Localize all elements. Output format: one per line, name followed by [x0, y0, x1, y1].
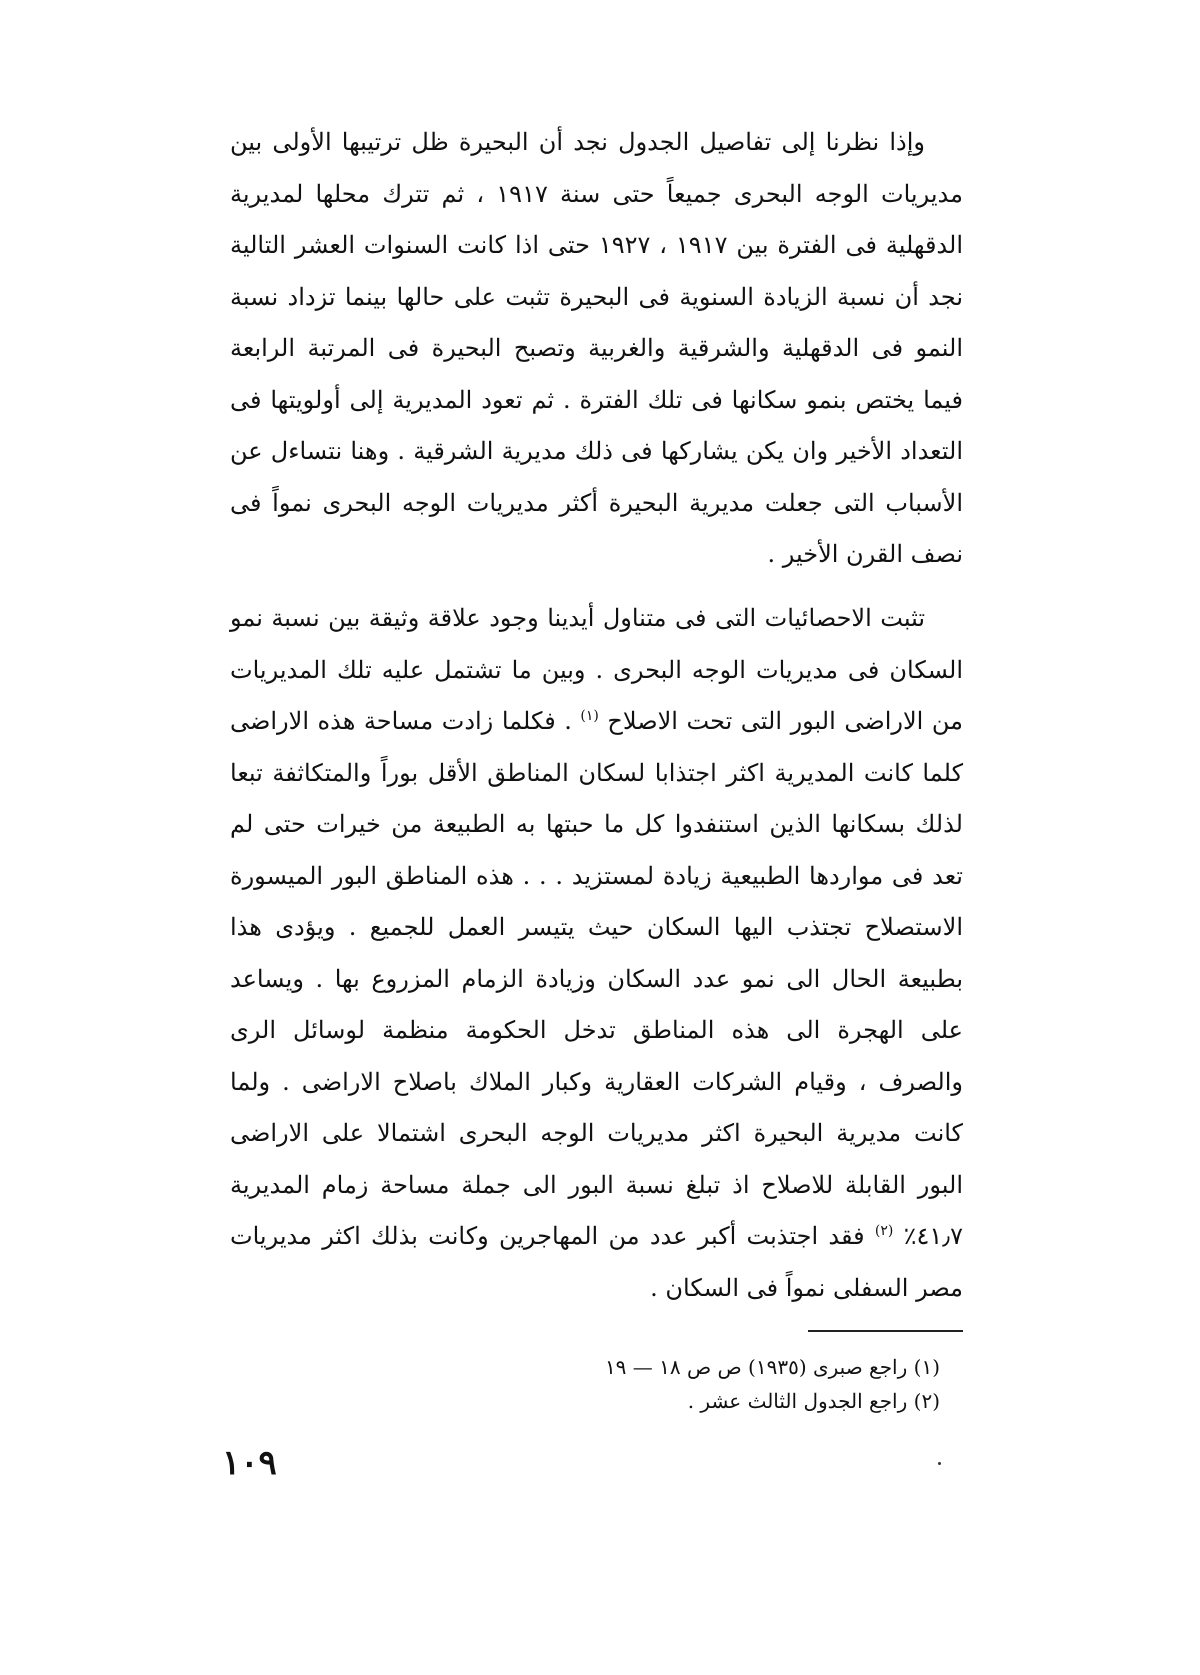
page-number: ١٠٩ — [222, 1443, 277, 1483]
footnote-1: (١) راجع صبرى (١٩٣٥) ص ص ١٨ — ١٩ — [604, 1355, 940, 1379]
paragraph-2-text-middle: . فكلما زادت مساحة هذه الاراضى كلما كانت المديرية اكثر اجتذابا لسكان المناطق الأقل بوراً والمتكاثفة تبعا لذلك بسكانها الذين استنفدوا كل ما حبتها به الطبيعة من خيرات حتى لم تعد فى مواردها الطبيعية زيادة لمستزيد . . . هذه المناطق البور الميسورة الاستصلاح تجتذب اليها السكان حيث يتيسر العمل للجميع . ويؤدى هذا بطبيعة الحال الى نمو عدد السكان وزيادة الزمام المزروع بها . ويساعد على الهجرة الى هذه المناطق تدخل الحكومة منظمة لوسائل الرى والصرف ، وقيام الشركات العقارية وكبار الملاك باصلاح الاراضى . ولما كانت مديرية البحيرة اكثر مديريات الوجه البحرى اشتمالا على الاراضى البور القابلة للاصلاح اذ تبلغ نسبة البور الى جملة مساحة زمام المديرية ٤١٫٧٪ — [230, 707, 964, 1250]
paragraph-2 — [230, 593, 963, 1314]
paragraph-2-text-start: تثبت الاحصائيات التى فى متناول أيدينا وجود علاقة وثيقة بين نسبة نمو السكان فى مديريات الوجه البحرى . وبين ما تشتمل عليه تلك المديريات من الاراضى البور التى تحت الاصلاح — [230, 604, 963, 735]
footnote-divider — [808, 1330, 963, 1332]
footnote-2: (٢) راجع الجدول الثالث عشر . — [687, 1389, 940, 1413]
scan-speck — [938, 1462, 941, 1465]
paragraph-2-text-end: فقد اجتذبت أكبر عدد من المهاجرين وكانت بذلك اكثر مديريات مصر السفلى نمواً فى السكان . — [230, 1222, 963, 1302]
paragraph-1: وإذا نظرنا إلى تفاصيل الجدول نجد أن البحيرة ظل ترتيبها الأولى بين مديريات الوجه البحرى جميعاً حتى سنة ١٩١٧ ، ثم تترك محلها لمديرية الدقهلية فى الفترة بين ١٩١٧ ، ١٩٢٧ حتى اذا كانت السنوات العشر التالية نجد أن نسبة الزيادة السنوية فى البحيرة تثبت على حالها بينما تزداد نسبة النمو فى الدقهلية والشرقية والغربية وتصبح البحيرة فى المرتبة الرابعة فيما يختص بنمو سكانها فى تلك الفترة . ثم تعود المديرية إلى أولويتها فى التعداد الأخير وان يكن يشاركها فى ذلك مديرية الشرقية . وهنا نتساءل عن الأسباب التى جعلت مديرية البحيرة أكثر مديريات الوجه البحرى نمواً فى نصف القرن الأخير . — [230, 128, 963, 568]
footnote-reference-2: (٢) — [874, 1223, 894, 1239]
footnote-reference-1: (١) — [580, 708, 599, 724]
footnotes — [500, 1350, 940, 1418]
